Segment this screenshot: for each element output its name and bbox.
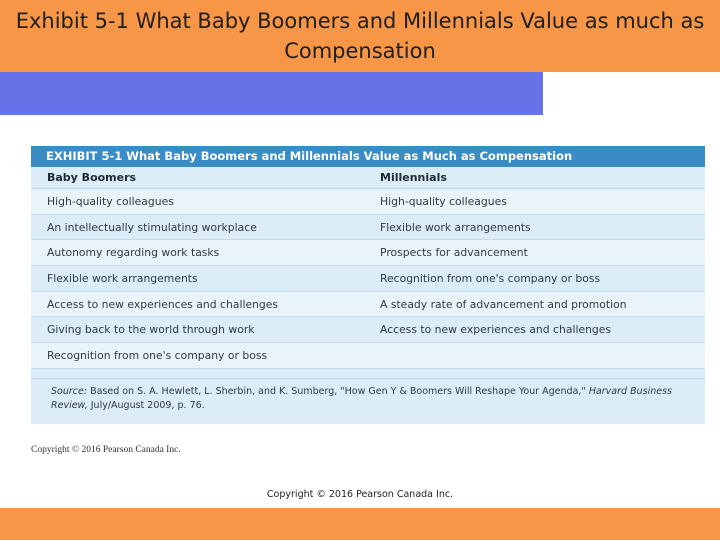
source-citation bbox=[31, 378, 705, 424]
table-row bbox=[31, 266, 705, 292]
cell-millennials: Access to new experiences and challenges bbox=[380, 323, 612, 337]
cell-millennials: Prospects for advancement bbox=[380, 246, 528, 260]
cell-baby-boomers: Access to new experiences and challenges bbox=[47, 297, 279, 311]
exhibit-table bbox=[31, 146, 705, 424]
table-row bbox=[31, 240, 705, 266]
cell-millennials: A steady rate of advancement and promotion bbox=[380, 297, 627, 311]
exhibit-heading: EXHIBIT 5-1 What Baby Boomers and Millennials Value as Much as Compensation bbox=[31, 146, 705, 167]
cell-millennials: Flexible work arrangements bbox=[380, 220, 531, 234]
source-label: Source: bbox=[51, 386, 88, 397]
column-header-row bbox=[31, 167, 705, 189]
copyright-note: Copyright © 2016 Pearson Canada Inc. bbox=[31, 445, 181, 455]
cell-millennials: High-quality colleagues bbox=[380, 195, 507, 208]
title-bar bbox=[0, 0, 720, 72]
column-header-baby-boomers: Baby Boomers bbox=[47, 171, 137, 184]
table-row bbox=[31, 215, 705, 241]
cell-baby-boomers: An intellectually stimulating workplace bbox=[47, 220, 257, 234]
copyright-footer: Copyright © 2016 Pearson Canada Inc. bbox=[266, 489, 454, 500]
table-row bbox=[31, 189, 705, 215]
cell-baby-boomers: Autonomy regarding work tasks bbox=[47, 246, 220, 260]
cell-baby-boomers: High-quality colleagues bbox=[47, 195, 174, 208]
table-row bbox=[31, 292, 705, 318]
cell-baby-boomers: Recognition from one's company or boss bbox=[47, 349, 268, 363]
bottom-bar bbox=[0, 508, 720, 540]
column-header-millennials: Millennials bbox=[380, 171, 447, 184]
slide-title: Exhibit 5-1 What Baby Boomers and Millennials Value as much as Compensation bbox=[15, 9, 705, 63]
source-text-before: Based on S. A. Hewlett, L. Sherbin, and K. Sumberg, "How Gen Y & Boomers Will Reshape Your Agenda," bbox=[87, 386, 589, 397]
cell-baby-boomers: Giving back to the world through work bbox=[47, 323, 255, 337]
source-text-after: July/August 2009, p. 76. bbox=[87, 399, 205, 411]
source-journal: Harvard Business Review, bbox=[51, 386, 672, 411]
exhibit-rows bbox=[31, 189, 705, 369]
cell-baby-boomers: Flexible work arrangements bbox=[47, 272, 198, 286]
table-row bbox=[31, 343, 705, 369]
cell-millennials bbox=[364, 343, 705, 368]
cell-millennials: Recognition from one's company or boss bbox=[380, 272, 601, 286]
table-row bbox=[31, 317, 705, 343]
accent-block bbox=[0, 72, 543, 115]
